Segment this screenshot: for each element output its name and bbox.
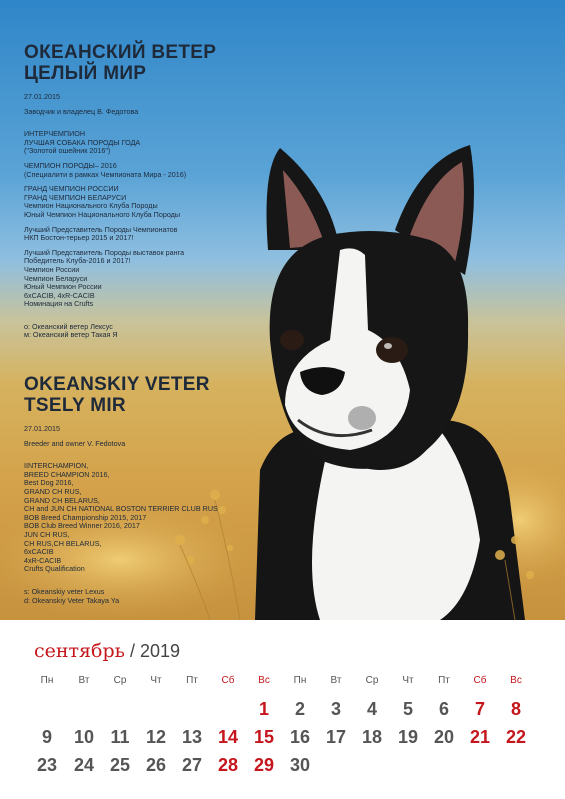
ru-title-text: Лучший Представитель Породы выставок ранга (24, 247, 185, 257)
ru-title-text: Номинация на Crufts (24, 299, 94, 309)
calendar-day: 3 (330, 699, 341, 719)
calendar-day: 9 (41, 727, 52, 747)
en-title-line-1: OKEANSKIY VETER (24, 374, 210, 395)
ru-title-text: Юный Чемпион России (24, 282, 102, 292)
ru-breeder: Заводчик и владелец В. Федотова (24, 106, 139, 116)
calendar-day: 5 (402, 699, 413, 719)
en-title-text: 4xR-CACIB (24, 555, 62, 565)
calendar-day: 10 (73, 727, 95, 747)
en-title-line-2: TSELY MIR (24, 395, 126, 416)
en-title-text: Best Dog 2016, (24, 478, 74, 488)
en-dam: d: Okeanskiy Veter Takaya Ya (24, 595, 120, 605)
calendar-day: 17 (325, 727, 347, 747)
calendar-day: 27 (181, 755, 203, 775)
ru-dam: м: Океанский ветер Такая Я (24, 330, 118, 340)
en-title-text: CH RUS,CH BELARUS, (24, 538, 102, 548)
calendar-day: 23 (36, 755, 58, 775)
calendar-day: 16 (289, 727, 311, 747)
month-name: сентябрь (34, 640, 125, 662)
ru-title-text: (Специалити в рамках Чемпионата Мира - 2016) (24, 169, 187, 179)
calendar-day: 18 (361, 727, 383, 747)
weekday-label: Ср (113, 675, 127, 686)
ru-title-text: Чемпион России (24, 264, 80, 274)
en-title-text: 6xCACIB (24, 547, 54, 557)
ru-title-line-1: ОКЕАНСКИЙ ВЕТЕР (24, 42, 217, 63)
ru-title-text: ЧЕМПИОН ПОРОДЫ– 2016 (24, 160, 117, 170)
calendar-day: 25 (109, 755, 131, 775)
calendar-day: 1 (258, 699, 269, 719)
en-title-text: CH and JUN CH NATIONAL BOSTON TERRIER CLUB RUS (24, 504, 218, 514)
ru-title-text: Лучший Представитель Породы Чемпионатов (24, 224, 178, 234)
calendar-day: 26 (145, 755, 167, 775)
en-sire: s: Okeanskiy veter Lexus (24, 586, 105, 596)
weekday-label: Ср (365, 675, 379, 686)
weekday-label: Чт (150, 675, 162, 686)
calendar-day: 28 (217, 755, 239, 775)
russian-info (24, 42, 284, 340)
calendar-day: 22 (505, 727, 527, 747)
weekday-label: Пн (40, 675, 54, 686)
calendar-day: 15 (253, 727, 275, 747)
en-title-text: Crufts Qualification (24, 564, 85, 574)
ru-sire: о: Океанский ветер Лексус (24, 321, 113, 331)
en-title-text: IINTERCHAMPION, (24, 461, 89, 471)
ru-title-text: 6xCACIB, 4xR-CACIB (24, 290, 95, 300)
ru-title-text: Чемпион Национального Клуба Породы (24, 201, 158, 211)
en-title-text: BREED CHAMPION 2016, (24, 469, 110, 479)
month-heading (34, 640, 180, 662)
en-parents (24, 588, 284, 605)
calendar-day: 7 (474, 699, 485, 719)
ru-title-text: Чемпион Беларуси (24, 273, 88, 283)
en-titles (24, 462, 284, 574)
ru-title-text: Юный Чемпион Национального Клуба Породы (24, 209, 181, 219)
weekday-label: Сб (221, 675, 235, 686)
en-title-text: BOB Club Breed Winner 2016, 2017 (24, 521, 140, 531)
weekday-label: Пт (438, 675, 450, 686)
ru-title-text: ЛУЧШАЯ СОБАКА ПОРОДЫ ГОДА (24, 137, 141, 147)
ru-titles-c (24, 185, 284, 219)
weekday-label: Вт (78, 675, 90, 686)
calendar-day: 2 (294, 699, 305, 719)
ru-title-text: ("Золотой ошейник 2016") (24, 146, 111, 156)
ru-titles-e (24, 249, 284, 309)
en-title-text: BOB Breed Championship 2015, 2017 (24, 512, 147, 522)
ru-title-text: ИНТЕРЧЕМПИОН (24, 129, 86, 139)
weekday-label: Пн (293, 675, 307, 686)
calendar-day: 19 (397, 727, 419, 747)
calendar-day: 4 (366, 699, 377, 719)
weekday-label: Пт (186, 675, 198, 686)
weekday-label: Сб (473, 675, 487, 686)
ru-title-text: ГРАНД ЧЕМПИОН БЕЛАРУСИ (24, 192, 127, 202)
weekday-label: Чт (402, 675, 414, 686)
ru-titles-d (24, 226, 284, 243)
calendar-day: 14 (217, 727, 239, 747)
calendar-day: 21 (469, 727, 491, 747)
calendar-day: 20 (433, 727, 455, 747)
calendar (0, 620, 565, 799)
weekday-label: Вт (330, 675, 342, 686)
en-title-text: JUN CH RUS, (24, 529, 70, 539)
ru-parents (24, 323, 284, 340)
ru-title-line-2: ЦЕЛЫЙ МИР (24, 63, 147, 84)
month-separator: / (125, 641, 141, 661)
en-title-text: GRAND CH BELARUS, (24, 495, 100, 505)
calendar-day: 24 (73, 755, 95, 775)
ru-titles-a (24, 130, 284, 156)
en-title-text: GRAND CH RUS, (24, 486, 82, 496)
en-breeder: Breeder and owner V. Fedotova (24, 438, 126, 448)
calendar-day: 13 (181, 727, 203, 747)
ru-date: 27.01.2015 (24, 92, 60, 101)
ru-title-text: НКП Бостон-терьер 2015 и 2017! (24, 233, 134, 243)
calendar-day: 11 (110, 727, 130, 747)
year: 2019 (140, 641, 181, 661)
calendar-day: 8 (510, 699, 521, 719)
weekday-label: Вс (510, 675, 522, 686)
calendar-day: 29 (253, 755, 275, 775)
weekday-label: Вс (258, 675, 270, 686)
english-info (24, 374, 284, 605)
ru-title-text: ГРАНД ЧЕМПИОН РОССИИ (24, 184, 119, 194)
ru-titles-b (24, 162, 284, 179)
calendar-day: 30 (289, 755, 311, 775)
calendar-day: 12 (145, 727, 167, 747)
ru-title-text: Победитель Клуба-2016 и 2017! (24, 256, 131, 266)
en-date: 27.01.2015 (24, 424, 60, 433)
calendar-day: 6 (438, 699, 449, 719)
